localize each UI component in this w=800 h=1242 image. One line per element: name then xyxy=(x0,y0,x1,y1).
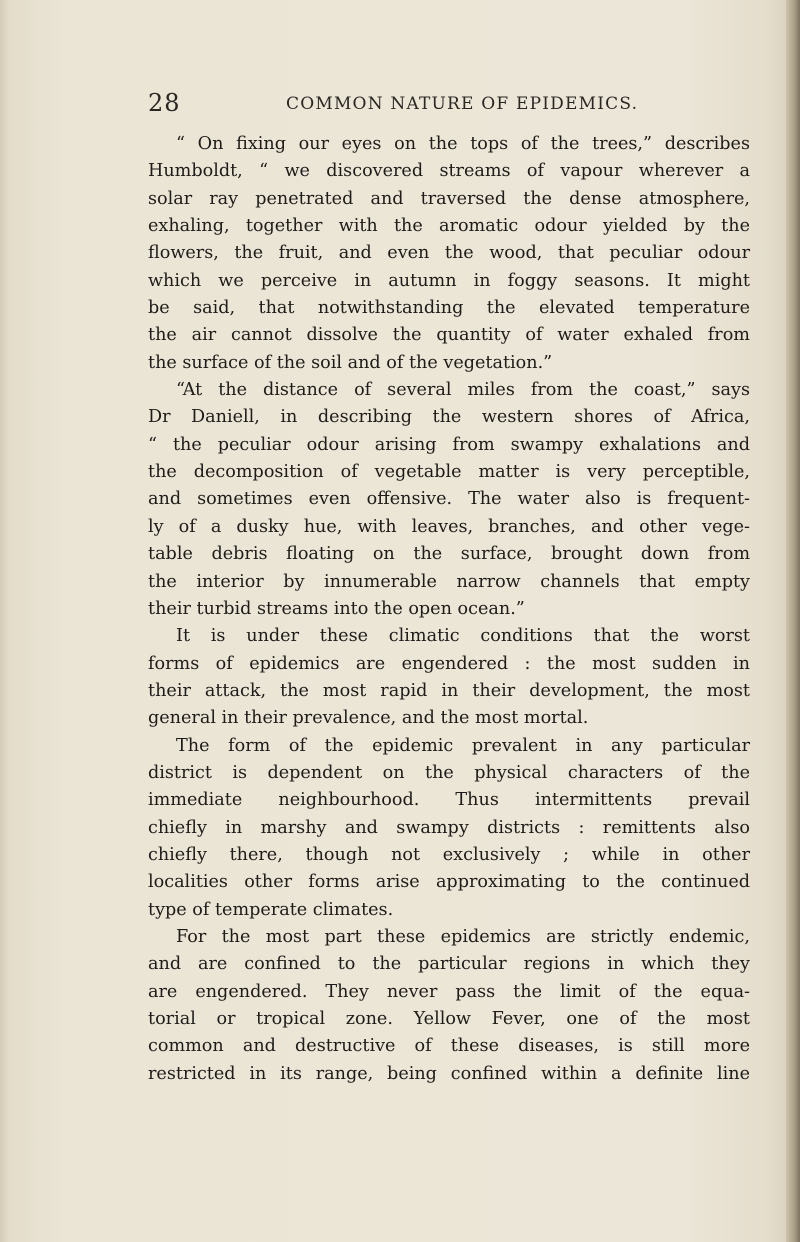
text-line: torial or tropical zone. Yellow Fever, one of the most xyxy=(148,1009,750,1029)
text-line: chiefly there, though not exclusively ; while in other xyxy=(148,844,750,865)
text-line: their turbid streams into the open ocean.” xyxy=(148,598,525,619)
text-line: common and destructive of these diseases, is still more xyxy=(148,1036,750,1057)
text-line: “ the peculiar odour arising from swampy exhalations and xyxy=(148,434,750,455)
text-line: For the most part these epidemics are strictly endemic, xyxy=(176,926,750,947)
text-line: the decomposition of vegetable matter is very perceptible, xyxy=(148,462,750,483)
text-line: exhaling, together with the aromatic odour yielded by the xyxy=(148,216,750,237)
text-line: forms of epidemics are engendered : the most sudden in xyxy=(148,653,750,674)
text-line: the air cannot dissolve the quantity of water exhaled from xyxy=(148,325,750,346)
text-line: Dr Daniell, in describing the western shores of Africa, xyxy=(148,407,750,428)
text-line: and are confined to the particular regions in which they xyxy=(148,954,750,975)
text-line: district is dependent on the physical characters of the xyxy=(148,762,750,783)
text-line: are engendered. They never pass the limit of the equa- xyxy=(148,981,750,1002)
text-line: type of temperate climates. xyxy=(148,899,394,920)
text-line: be said, that notwithstanding the elevated temperature xyxy=(148,298,750,319)
page-right-edge xyxy=(786,0,800,1242)
text-line: “ On fixing our eyes on the tops of the trees,” describes xyxy=(176,134,750,154)
text-line: immediate neighbourhood. Thus intermittents prevail xyxy=(148,790,750,811)
text-line: the surface of the soil and of the vegetation.” xyxy=(148,352,553,373)
text-line: table debris floating on the surface, brought down from xyxy=(148,544,750,565)
running-title: COMMON NATURE OF EPIDEMICS. xyxy=(286,94,639,114)
text-line: chiefly in marshy and swampy districts : remittents also xyxy=(148,817,750,838)
page-left-edge xyxy=(0,0,8,1242)
text-line: the interior by innumerable narrow channels that empty xyxy=(148,571,750,592)
page-number: 28 xyxy=(148,89,181,117)
text-line: restricted in its range, being confined within a definite line xyxy=(148,1063,750,1084)
text-line: their attack, the most rapid in their development, the most xyxy=(148,680,750,701)
text-line: ly of a dusky hue, with leaves, branches, and other vege- xyxy=(148,516,750,537)
text-line: Humboldt, “ we discovered streams of vapour wherever a xyxy=(148,161,750,182)
text-line: which we perceive in autumn in foggy seasons. It might xyxy=(148,270,750,291)
text-line: The form of the epidemic prevalent in any particular xyxy=(176,735,750,756)
body-text xyxy=(148,131,750,1088)
text-line: localities other forms arise approximating to the continued xyxy=(148,872,750,893)
text-line: “At the distance of several miles from the coast,” says xyxy=(176,380,750,401)
text-line: general in their prevalence, and the most mortal. xyxy=(148,708,589,729)
text-line: solar ray penetrated and traversed the dense atmosphere, xyxy=(148,188,750,209)
text-line: and sometimes even offensive. The water also is frequent- xyxy=(148,489,750,510)
text-line: flowers, the fruit, and even the wood, that peculiar odour xyxy=(148,243,750,264)
text-line: It is under these climatic conditions that the worst xyxy=(176,626,750,647)
